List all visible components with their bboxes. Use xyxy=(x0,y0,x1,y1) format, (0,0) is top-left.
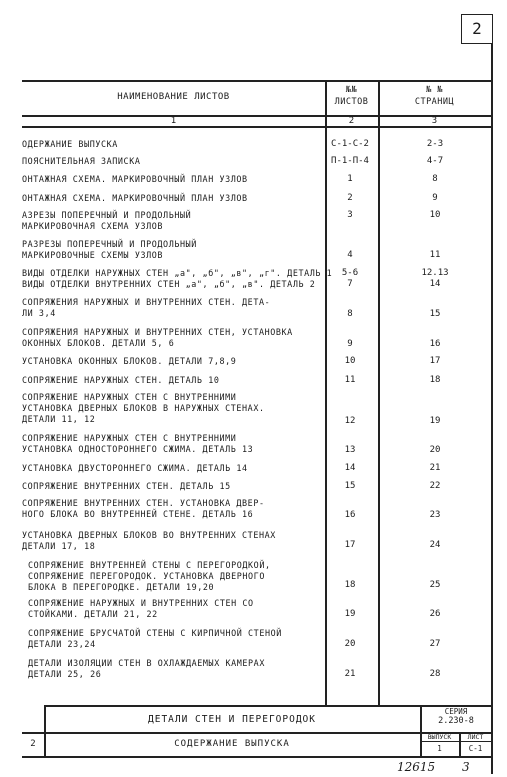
row-name: ОНТАЖНАЯ СХЕМА. МАРКИРОВОЧНЫЙ ПЛАН УЗЛОВ xyxy=(22,174,248,184)
row-pages: 21 xyxy=(429,463,441,473)
row-pages: 24 xyxy=(429,540,441,550)
row-name: СОПРЯЖЕНИЕ БРУСЧАТОЙ СТЕНЫ С КИРПИЧНОЙ СТЕНОЙ ДЕТАЛИ 23,24 xyxy=(28,628,282,649)
handwritten-number: 12615 xyxy=(397,760,436,774)
row-pages: 18 xyxy=(429,375,441,385)
row-name: СОПРЯЖЕНИЕ ВНУТРЕННЕЙ СТЕНЫ С ПЕРЕГОРОДКОЙ, СОПРЯЖЕНИЕ ПЕРЕГОРОДОК. УСТАНОВКА ДВЕРНОГО БЛОКА В ПЕРЕГОРОДКЕ. ДЕТАЛИ 19,20 xyxy=(28,560,271,592)
row-pages: 23 xyxy=(429,510,441,520)
row-pages: 26 xyxy=(429,609,441,619)
row-name: СОПРЯЖЕНИЕ НАРУЖНЫХ И ВНУТРЕННИХ СТЕН СО СТОЙКАМИ. ДЕТАЛИ 21, 22 xyxy=(28,598,254,619)
row-name: СОПРЯЖЕНИЕ ВНУТРЕННИХ СТЕН. УСТАНОВКА ДВЕР- НОГО БЛОКА ВО ВНУТРЕННЕЙ СТЕНЕ. ДЕТАЛЬ 16 xyxy=(22,498,265,519)
row-pages: 17 xyxy=(429,356,441,366)
header-name: НАИМЕНОВАНИЕ ЛИСТОВ xyxy=(117,92,230,102)
row-pages: 4-7 xyxy=(426,156,444,166)
page-number: 2 xyxy=(461,14,493,44)
row-pages: 19 xyxy=(429,416,441,426)
row-sheets: С-1-С-2 xyxy=(331,139,369,149)
issue-value: 1 xyxy=(437,744,442,753)
row-sheets: 8 xyxy=(347,309,353,319)
row-name: АЗРЕЗЫ ПОПЕРЕЧНЫЙ И ПРОДОЛЬНЫЙ МАРКИРОВОЧНАЯ СХЕМА УЗЛОВ xyxy=(22,210,192,231)
row-sheets: 4 xyxy=(347,250,353,260)
column-divider-2 xyxy=(378,80,380,705)
row-sheets: 1 xyxy=(347,174,353,184)
row-sheets: 10 xyxy=(344,356,356,366)
row-pages: 11 xyxy=(429,250,441,260)
row-name: СОПРЯЖЕНИЕ ВНУТРЕННИХ СТЕН. ДЕТАЛЬ 15 xyxy=(22,481,231,491)
row-sheets: 18 xyxy=(344,580,356,590)
row-sheets: 14 xyxy=(344,463,356,473)
row-sheets: 2 xyxy=(347,193,353,203)
row-sheets: П-1-П-4 xyxy=(331,156,369,166)
sheet-label: ЛИСТ xyxy=(467,733,484,741)
row-pages: 22 xyxy=(429,481,441,491)
row-pages: 15 xyxy=(429,309,441,319)
row-sheets: 3 xyxy=(347,210,353,220)
row-pages: 25 xyxy=(429,580,441,590)
row-name: СОПРЯЖЕНИЕ НАРУЖНЫХ СТЕН С ВНУТРЕННИМИ УСТАНОВКА ДВЕРНЫХ БЛОКОВ В НАРУЖНЫХ СТЕНАХ. ДЕТАЛИ 11, 12 xyxy=(22,392,265,424)
sheet-value: С-1 xyxy=(468,744,483,753)
row-pages: 12.13 14 xyxy=(421,268,449,289)
row-name: СОПРЯЖЕНИЯ НАРУЖНЫХ И ВНУТРЕННИХ СТЕН, УСТАНОВКА ОКОННЫХ БЛОКОВ. ДЕТАЛИ 5, 6 xyxy=(22,327,293,348)
row-pages: 20 xyxy=(429,445,441,455)
row-name: ПОЯСНИТЕЛЬНАЯ ЗАПИСКА xyxy=(22,156,141,166)
row-pages: 2-3 xyxy=(426,139,444,149)
series-label: СЕРИЯ xyxy=(444,707,468,716)
row-sheets: 17 xyxy=(344,540,356,550)
row-sheets: 9 xyxy=(347,339,353,349)
row-name: УСТАНОВКА ДВУСТОРОННЕГО СЖИМА. ДЕТАЛЬ 14 xyxy=(22,463,248,473)
colnum-divider xyxy=(22,126,492,128)
titleblock-bottom-border xyxy=(22,756,492,758)
row-sheets: 13 xyxy=(344,445,356,455)
row-sheets: 15 xyxy=(344,481,356,491)
row-name: ВИДЫ ОТДЕЛКИ НАРУЖНЫХ СТЕН „а", „б", „в", „г". ДЕТАЛЬ 1 ВИДЫ ОТДЕЛКИ ВНУТРЕННИХ СТЕН „а", „б", „в". ДЕТАЛЬ 2 xyxy=(22,268,333,289)
row-sheets: 16 xyxy=(344,510,356,520)
row-pages: 10 xyxy=(429,210,441,220)
left-mark: 2 xyxy=(30,739,36,749)
row-name: СОПРЯЖЕНИЯ НАРУЖНЫХ И ВНУТРЕННИХ СТЕН. ДЕТА- ЛИ 3,4 xyxy=(22,297,271,318)
row-name: СОПРЯЖЕНИЕ НАРУЖНЫХ СТЕН С ВНУТРЕННИМИ УСТАНОВКА ОДНОСТОРОННЕГО СЖИМА. ДЕТАЛЬ 13 xyxy=(22,433,254,454)
row-name: СОПРЯЖЕНИЕ НАРУЖНЫХ СТЕН. ДЕТАЛЬ 10 xyxy=(22,375,220,385)
row-name: УСТАНОВКА ОКОННЫХ БЛОКОВ. ДЕТАЛИ 7,8,9 xyxy=(22,356,237,366)
row-name: ОДЕРЖАНИЕ ВЫПУСКА xyxy=(22,139,118,149)
table-top-border xyxy=(22,80,492,82)
row-sheets: 21 xyxy=(344,669,356,679)
row-name: ОНТАЖНАЯ СХЕМА. МАРКИРОВОЧНЫЙ ПЛАН УЗЛОВ xyxy=(22,193,248,203)
row-pages: 16 xyxy=(429,339,441,349)
row-sheets: 11 xyxy=(344,375,356,385)
row-pages: 9 xyxy=(432,193,438,203)
colnum-2: 2 xyxy=(348,116,355,126)
handwritten-mark: 3 xyxy=(462,760,470,774)
header-sheets: №№ ЛИСТОВ xyxy=(334,85,369,107)
row-pages: 8 xyxy=(432,174,438,184)
row-sheets: 20 xyxy=(344,639,356,649)
row-pages: 27 xyxy=(429,639,441,649)
row-name: ДЕТАЛИ ИЗОЛЯЦИИ СТЕН В ОХЛАЖДАЕМЫХ КАМЕРАХ ДЕТАЛИ 25, 26 xyxy=(28,658,265,679)
row-sheets: 19 xyxy=(344,609,356,619)
colnum-3: 3 xyxy=(431,116,438,126)
issue-label: ВЫПУСК xyxy=(427,733,452,741)
sub-title: СОДЕРЖАНИЕ ВЫПУСКА xyxy=(174,739,290,749)
colnum-1: 1 xyxy=(170,116,177,126)
row-name: РАЗРЕЗЫ ПОПЕРЕЧНЫЙ И ПРОДОЛЬНЫЙ МАРКИРОВОЧНЫЕ СХЕМЫ УЗЛОВ xyxy=(22,239,197,260)
table-right-border xyxy=(491,44,493,774)
row-sheets: 5-6 7 xyxy=(341,268,359,289)
main-title: ДЕТАЛИ СТЕН И ПЕРЕГОРОДОК xyxy=(148,714,316,725)
row-sheets: 12 xyxy=(344,416,356,426)
header-pages: № № СТРАНИЦ xyxy=(414,85,455,107)
row-name: УСТАНОВКА ДВЕРНЫХ БЛОКОВ ВО ВНУТРЕННИХ СТЕНАХ ДЕТАЛИ 17, 18 xyxy=(22,530,276,551)
series-value: 2.230-8 xyxy=(438,716,474,726)
row-pages: 28 xyxy=(429,669,441,679)
